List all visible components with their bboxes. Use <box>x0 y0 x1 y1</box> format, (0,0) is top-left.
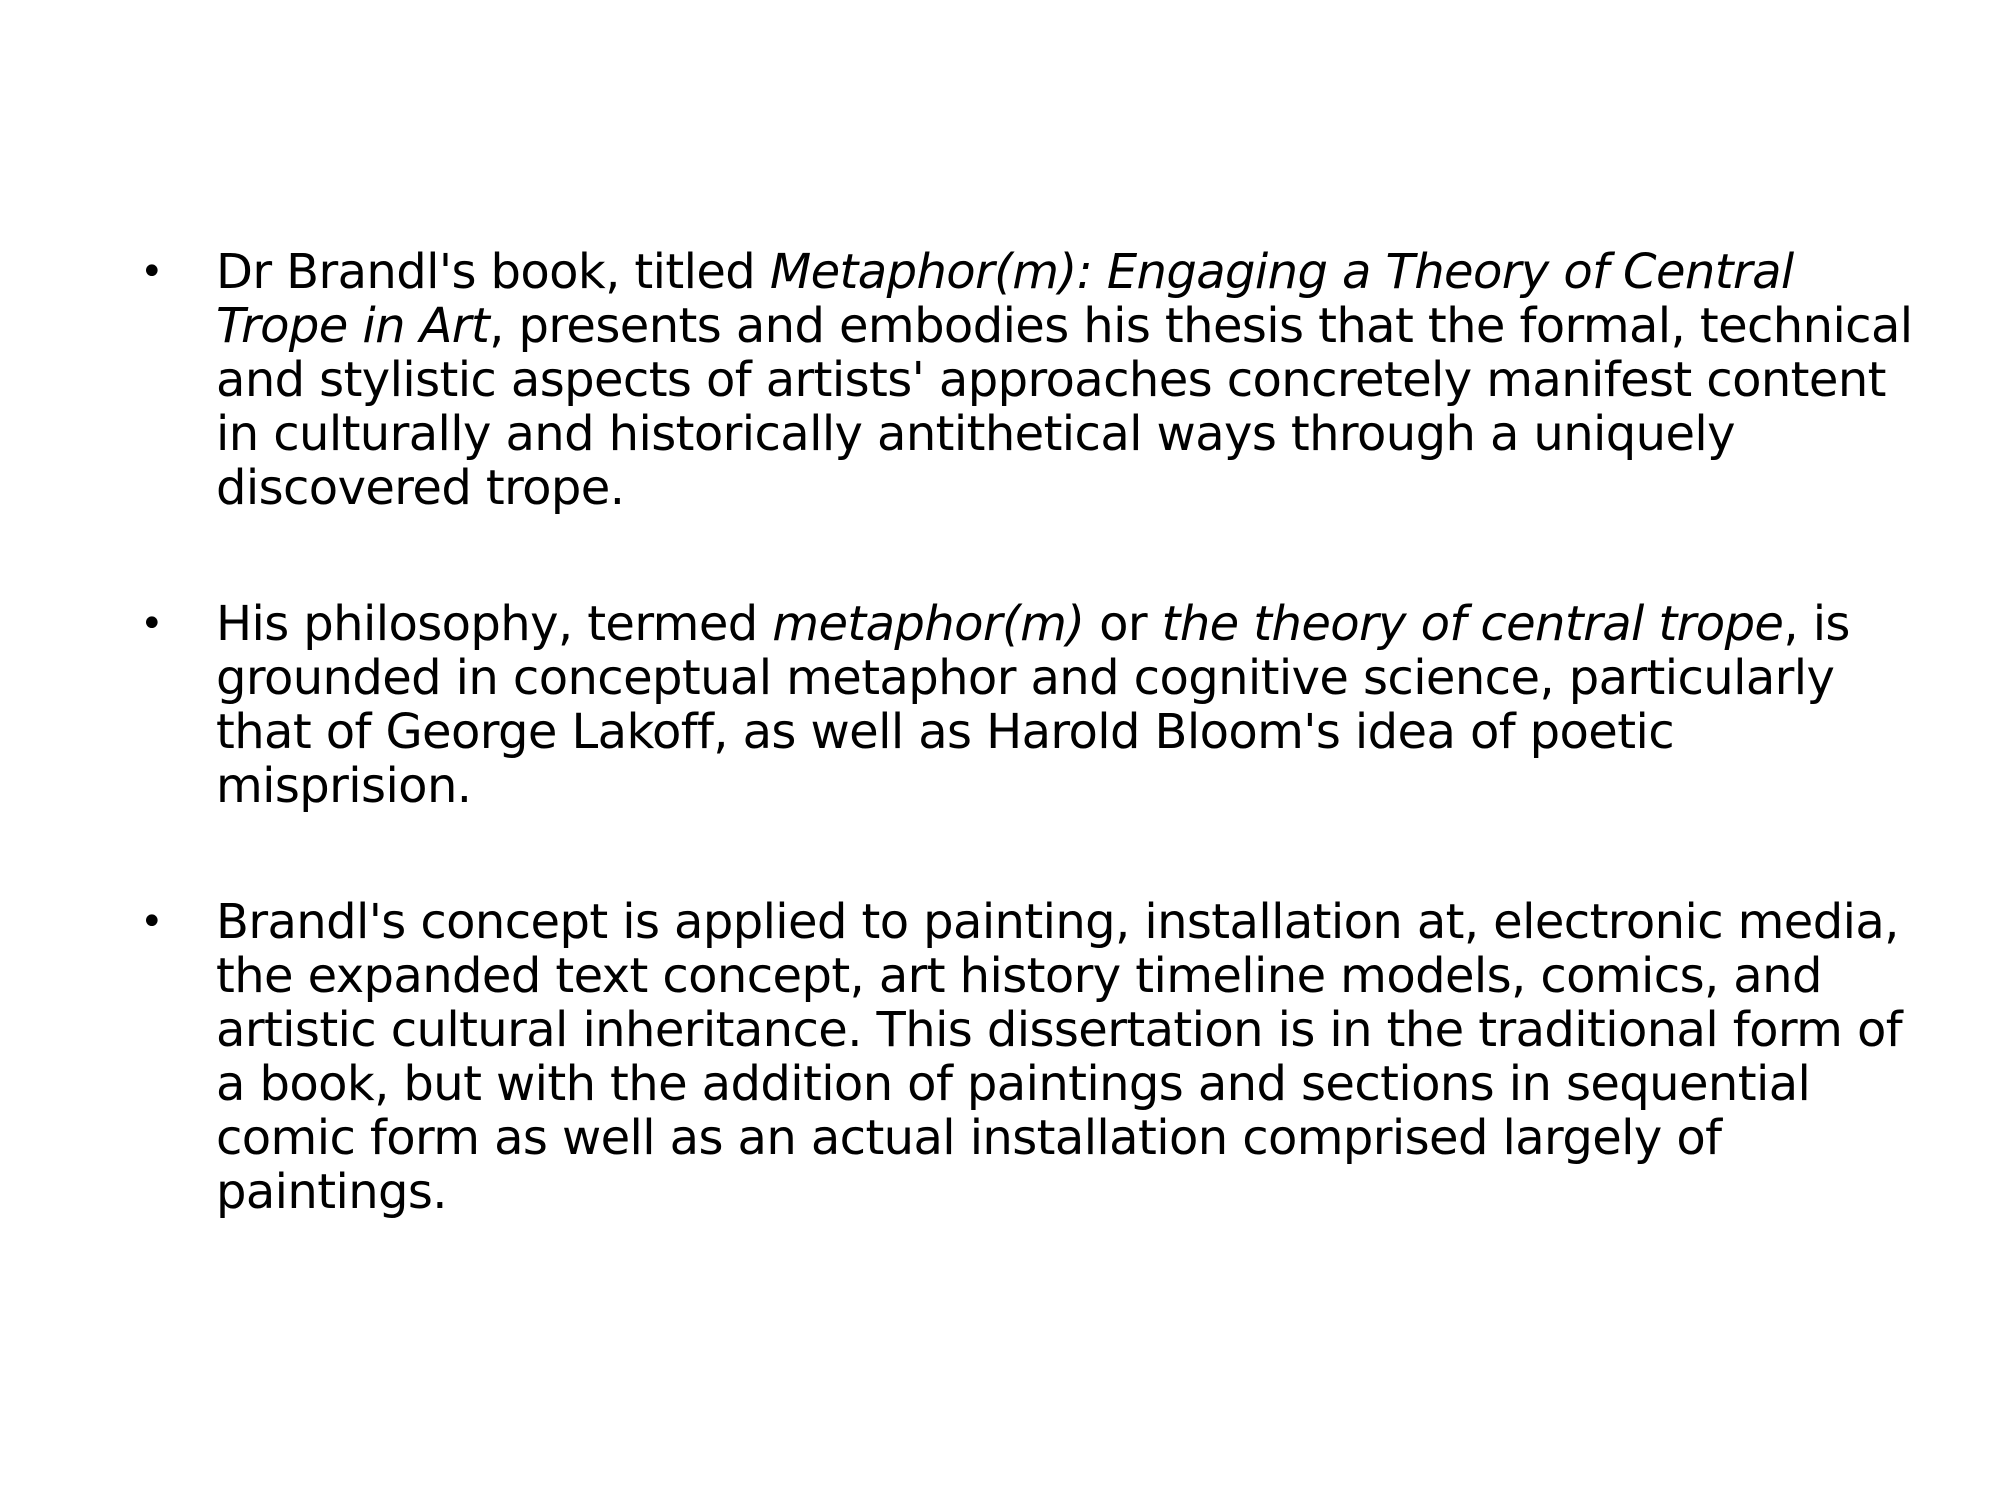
term-italic: the theory of central trope <box>1161 596 1784 652</box>
bullet-item-book <box>140 245 1920 515</box>
bullet-text <box>216 245 1920 515</box>
text-run: Dr Brandl's book, titled <box>216 244 770 300</box>
text-run: , presents and embodies his thesis that the formal, technical and stylistic aspects of artists' approaches concretely manifest content in culturally and historically antithetical ways through a uniquely discovered trope. <box>216 298 1913 516</box>
bullet-text <box>216 597 1920 813</box>
book-title-italic: Metaphor(m): Engaging a Theory of Central Trope in Art <box>216 244 1794 354</box>
bullet-item-philosophy <box>140 597 1920 813</box>
text-run: or <box>1084 596 1162 652</box>
bullet-marker: • <box>140 249 163 295</box>
text-run: His philosophy, termed <box>216 596 773 652</box>
bullet-list <box>140 245 1920 1219</box>
bullet-item-application <box>140 895 1920 1219</box>
text-run: , is grounded in conceptual metaphor and cognitive science, particularly that of George Lakoff, as well as Harold Bloom's idea of poetic misprision. <box>216 596 1850 814</box>
bullet-text <box>216 895 1920 1219</box>
bullet-marker: • <box>140 899 163 945</box>
bullet-marker: • <box>140 601 163 647</box>
term-italic: metaphor(m) <box>772 596 1085 652</box>
text-run: Brandl's concept is applied to painting, installation at, electronic media, the expanded text concept, art history timeline models, comics, and artistic cultural inheritance. This dissertation is in the traditional form of a book, but with the addition of paintings and sections in sequential comic form as well as an actual installation comprised largely of paintings. <box>216 894 1903 1220</box>
